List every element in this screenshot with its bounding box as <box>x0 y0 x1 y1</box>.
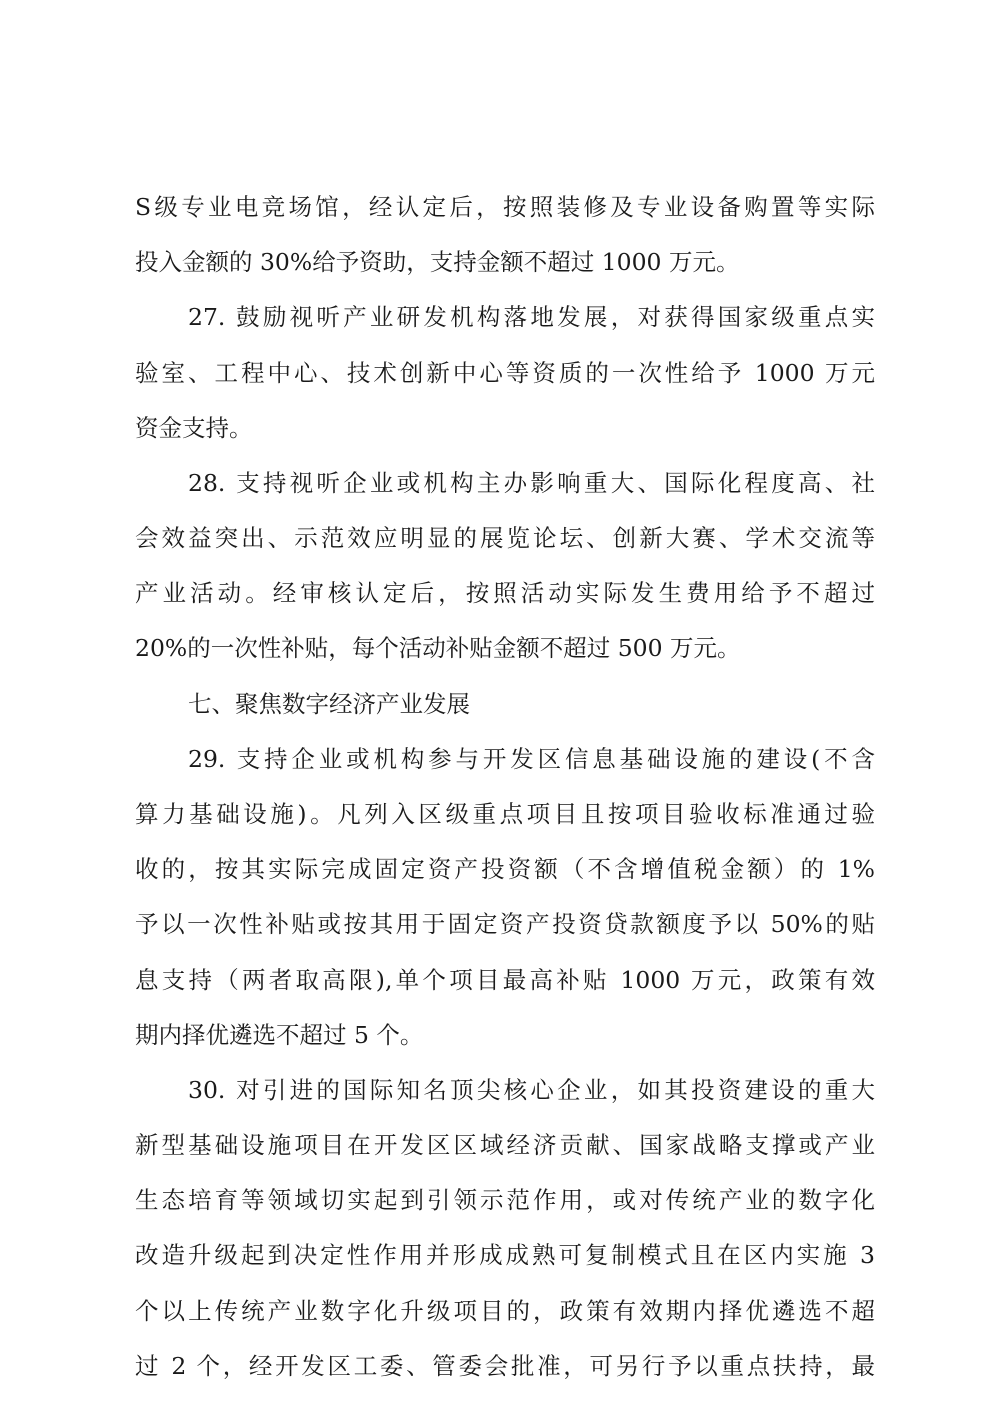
section-heading: 七、聚焦数字经济产业发展 <box>188 689 470 718</box>
text-line: 算力基础设施)。凡列入区级重点项目且按项目验收标准通过验 <box>135 800 875 828</box>
text-line: 28. 支持视听企业或机构主办影响重大、国际化程度高、社 <box>188 468 875 497</box>
text-line: 投入金额的 30%给予资助，支持金额不超过 1000 万元。 <box>135 248 740 277</box>
text-line: 收的，按其实际完成固定资产投资额（不含增值税金额）的 1% <box>135 855 875 884</box>
text-line: 20%的一次性补贴，每个活动补贴金额不超过 500 万元。 <box>135 634 741 663</box>
text-line: 予以一次性补贴或按其用于固定资产投资贷款额度予以 50%的贴 <box>135 910 875 939</box>
text-line: S级专业电竞场馆，经认定后，按照装修及专业设备购置等实际 <box>135 193 875 221</box>
text-line: 资金支持。 <box>135 413 253 442</box>
text-line: 会效益突出、示范效应明显的展览论坛、创新大赛、学术交流等 <box>135 524 875 553</box>
text-line: 29. 支持企业或机构参与开发区信息基础设施的建设(不含 <box>188 744 875 773</box>
text-line: 期内择优遴选不超过 5 个。 <box>135 1020 424 1049</box>
text-line: 产业活动。经审核认定后，按照活动实际发生费用给予不超过 <box>135 579 875 608</box>
text-line: 30. 对引进的国际知名顶尖核心企业，如其投资建设的重大 <box>188 1075 875 1104</box>
text-line: 个以上传统产业数字化升级项目的，政策有效期内择优遴选不超 <box>135 1296 875 1325</box>
text-line: 验室、工程中心、技术创新中心等资质的一次性给予 1000 万元 <box>135 358 875 387</box>
text-line: 新型基础设施项目在开发区区域经济贡献、国家战略支撑或产业 <box>135 1131 875 1160</box>
text-line: 27. 鼓励视听产业研发机构落地发展，对获得国家级重点实 <box>188 303 875 332</box>
text-line: 改造升级起到决定性作用并形成成熟可复制模式且在区内实施 3 <box>135 1241 875 1270</box>
text-line: 生态培育等领域切实起到引领示范作用，或对传统产业的数字化 <box>135 1186 875 1215</box>
text-line: 过 2 个，经开发区工委、管委会批准，可另行予以重点扶持，最 <box>135 1351 875 1380</box>
text-line: 息支持（两者取高限),单个项目最高补贴 1000 万元，政策有效 <box>135 965 875 994</box>
